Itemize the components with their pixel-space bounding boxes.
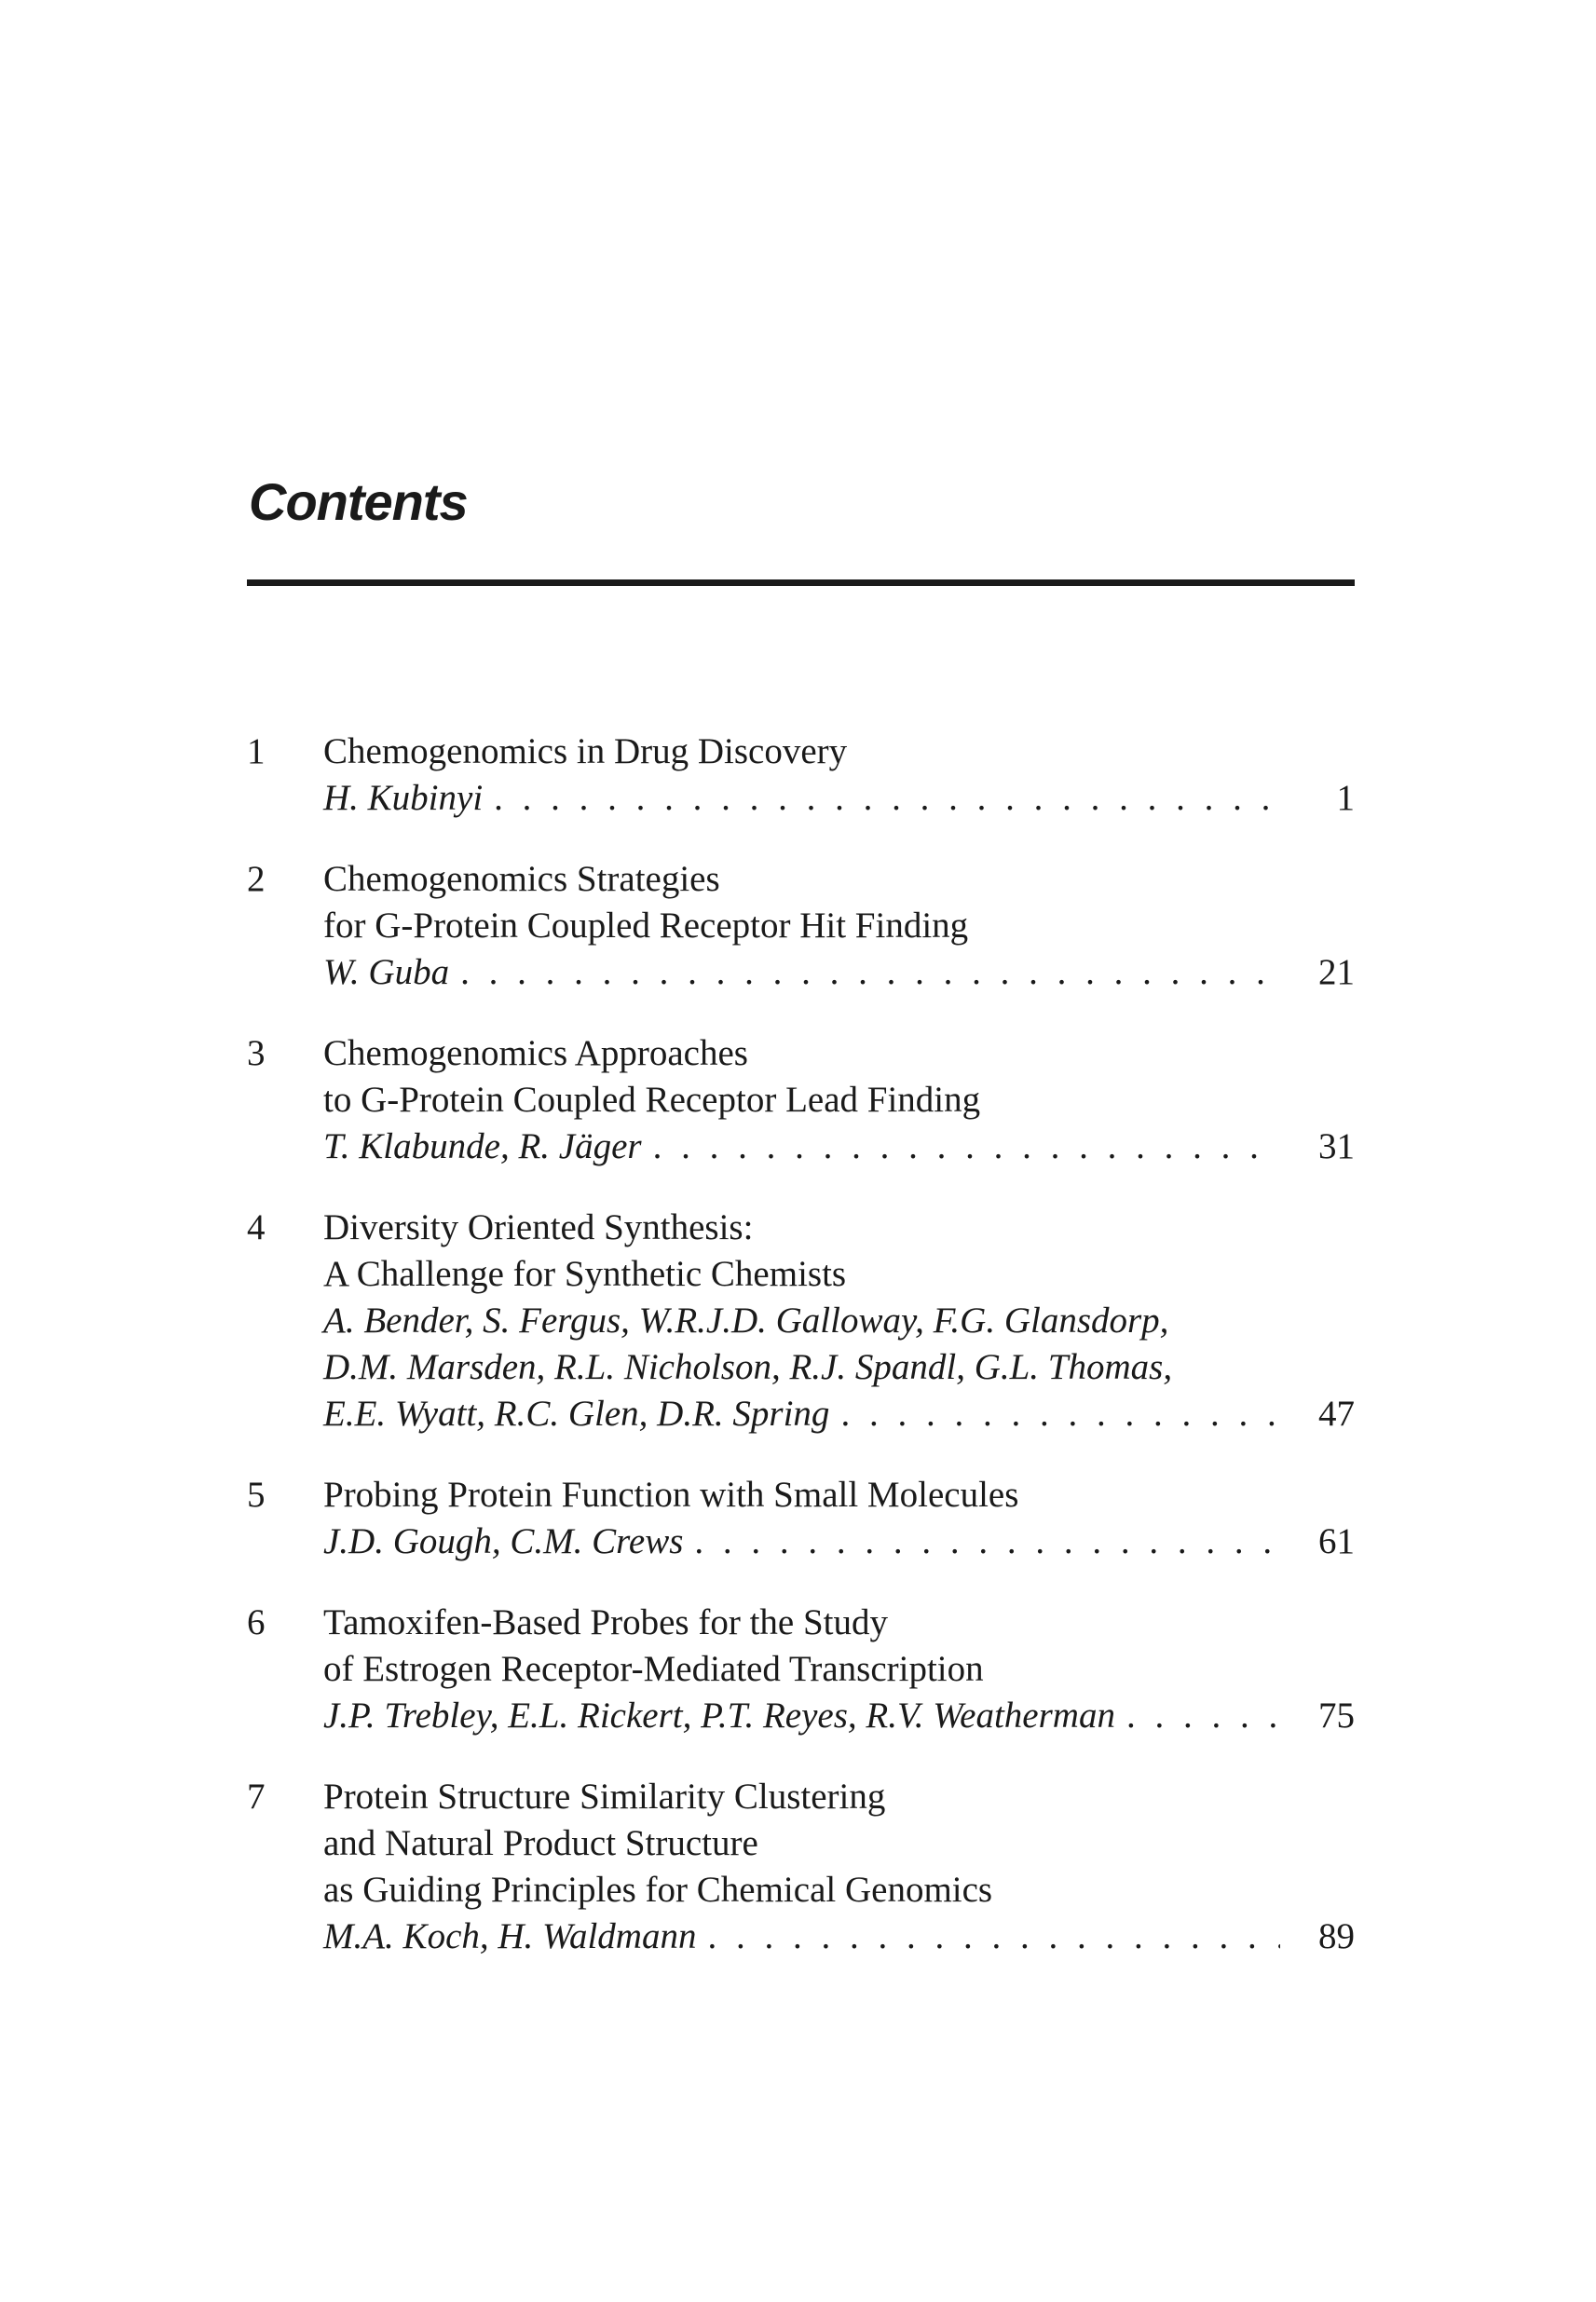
- chapter-authors-row: [323, 1124, 1355, 1170]
- chapter-authors-line: W. Guba: [323, 952, 450, 992]
- toc-entry[interactable]: [247, 729, 1355, 822]
- chapter-authors-row: [323, 1693, 1355, 1739]
- toc-entry[interactable]: [247, 1205, 1355, 1437]
- chapter-authors-row: [323, 1391, 1355, 1437]
- chapter-number: 5: [247, 1475, 266, 1515]
- dot-leader: [696, 1914, 1280, 1960]
- dot-leader: [483, 775, 1280, 822]
- chapter-authors-row: [323, 1914, 1355, 1960]
- chapter-title-line: Chemogenomics Approaches: [323, 1033, 748, 1073]
- chapter-number: 3: [247, 1033, 266, 1073]
- chapter-number: 2: [247, 859, 266, 899]
- page-number[interactable]: 75: [1318, 1696, 1355, 1736]
- chapter-authors-row: [323, 949, 1355, 996]
- chapter-title-line: of Estrogen Receptor-Mediated Transcription: [323, 1649, 984, 1689]
- toc-entry[interactable]: [247, 1030, 1355, 1170]
- chapter-number: 6: [247, 1602, 266, 1642]
- chapter-number: 4: [247, 1207, 266, 1247]
- dot-leader: [829, 1391, 1280, 1437]
- title-rule: [247, 579, 1355, 586]
- toc-entry[interactable]: [247, 856, 1355, 996]
- chapter-title-line: to G-Protein Coupled Receptor Lead Finding: [323, 1080, 981, 1120]
- chapter-title-line: A Challenge for Synthetic Chemists: [323, 1254, 847, 1294]
- chapter-authors-line: H. Kubinyi: [323, 778, 484, 818]
- dot-leader: [1115, 1693, 1280, 1739]
- chapter-authors-line: J.P. Trebley, E.L. Rickert, P.T. Reyes, R.V. Weatherman: [323, 1696, 1115, 1736]
- page-number[interactable]: 31: [1318, 1126, 1355, 1166]
- chapter-title-line: Protein Structure Similarity Clustering: [323, 1777, 886, 1817]
- chapter-number: 7: [247, 1777, 266, 1817]
- dot-leader: [642, 1124, 1280, 1170]
- page-number[interactable]: 21: [1318, 952, 1355, 992]
- chapter-authors-line: M.A. Koch, H. Waldmann: [323, 1916, 697, 1956]
- chapter-authors-row: [323, 775, 1355, 822]
- chapter-authors-line: E.E. Wyatt, R.C. Glen, D.R. Spring: [323, 1394, 830, 1434]
- toc-entry[interactable]: [247, 1774, 1355, 1960]
- chapter-title-line: Chemogenomics in Drug Discovery: [323, 731, 848, 771]
- chapter-title-line: Diversity Oriented Synthesis:: [323, 1207, 754, 1247]
- page-number[interactable]: 47: [1318, 1394, 1355, 1434]
- dot-leader: [683, 1519, 1280, 1565]
- chapter-authors-line: J.D. Gough, C.M. Crews: [323, 1521, 684, 1561]
- chapter-title-line: for G-Protein Coupled Receptor Hit Finding: [323, 906, 969, 946]
- page-number[interactable]: 61: [1318, 1521, 1355, 1561]
- chapter-title-line: Chemogenomics Strategies: [323, 859, 720, 899]
- dot-leader: [449, 949, 1280, 996]
- page-title: Contents: [249, 472, 468, 531]
- chapter-title-line: as Guiding Principles for Chemical Genomics: [323, 1870, 993, 1910]
- chapter-authors-row: [323, 1519, 1355, 1565]
- chapter-authors-line: D.M. Marsden, R.L. Nicholson, R.J. Spandl, G.L. Thomas,: [323, 1347, 1173, 1387]
- toc-entry[interactable]: [247, 1472, 1355, 1565]
- chapter-authors-line: T. Klabunde, R. Jäger: [323, 1126, 642, 1166]
- chapter-number: 1: [247, 731, 266, 771]
- page-number[interactable]: 89: [1318, 1916, 1355, 1956]
- chapter-title-line: and Natural Product Structure: [323, 1823, 758, 1863]
- chapter-title-line: Tamoxifen-Based Probes for the Study: [323, 1602, 888, 1642]
- table-of-contents: [247, 729, 1355, 1995]
- toc-entry[interactable]: [247, 1600, 1355, 1739]
- chapter-title-line: Probing Protein Function with Small Molecules: [323, 1475, 1019, 1515]
- chapter-authors-line: A. Bender, S. Fergus, W.R.J.D. Galloway, F.G. Glansdorp,: [323, 1301, 1169, 1341]
- page-number[interactable]: 1: [1336, 778, 1355, 818]
